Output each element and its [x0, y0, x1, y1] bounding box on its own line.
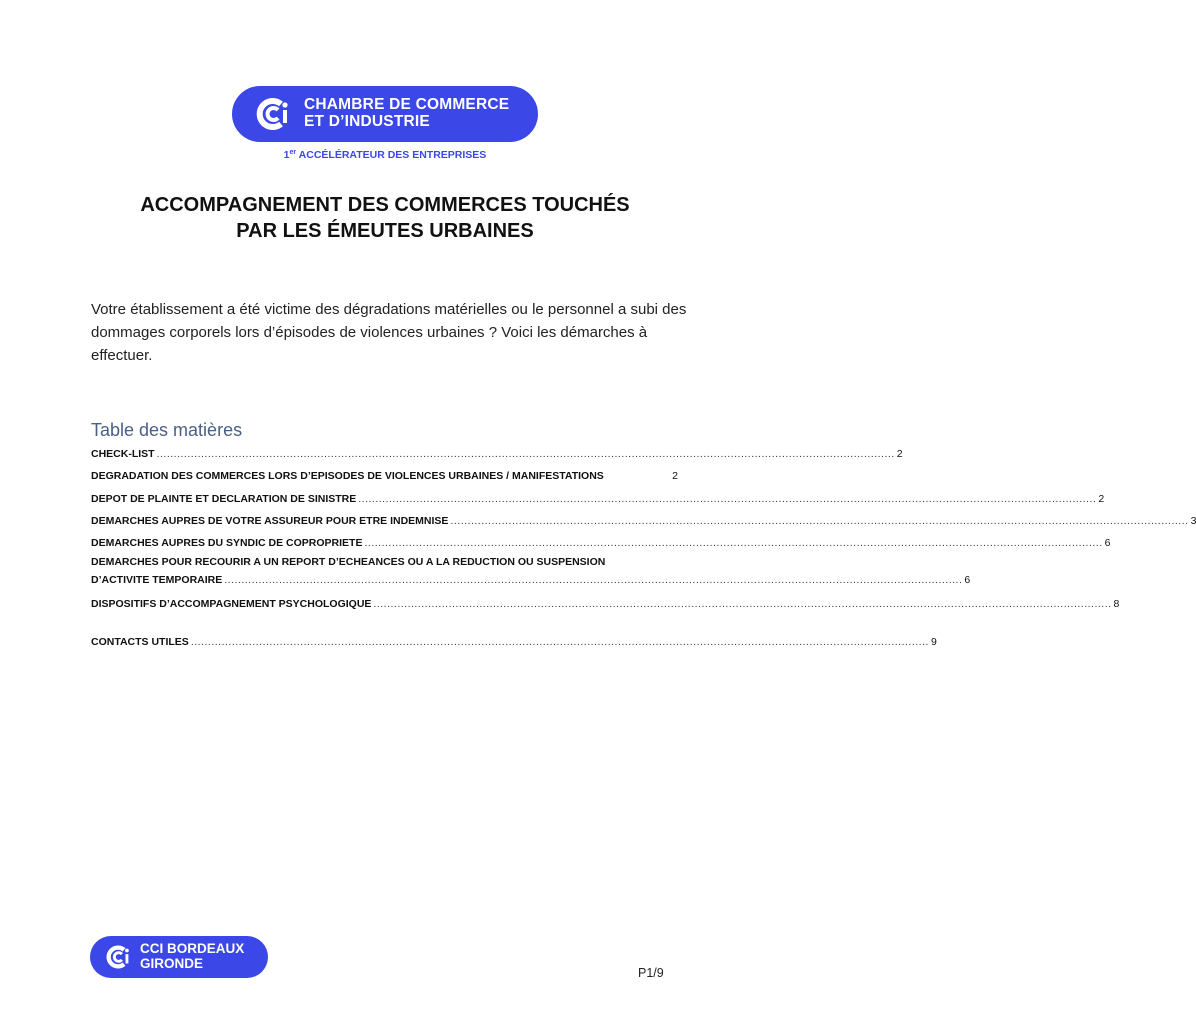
title-line-1: ACCOMPAGNEMENT DES COMMERCES TOUCHÉS	[140, 194, 630, 216]
toc-entry-title: DEGRADATION DES COMMERCES LORS D’EPISODES DE VIOLENCES URBAINES / MANIFESTATIONS	[91, 470, 604, 482]
cci-logo-icon	[256, 96, 292, 132]
toc-leader-dots: ........................................................................................................................................................................................................................	[156, 448, 895, 460]
toc-leader-dots: ........................................................................................................................................................................................................................	[373, 598, 1112, 610]
cci-bordeaux-logo-icon	[106, 944, 132, 970]
toc-entry-page: 6	[1104, 537, 1111, 549]
toc-entry-page: 2	[672, 470, 678, 482]
toc-entry-title: DEMARCHES AUPRES DE VOTRE ASSUREUR POUR ETRE INDEMNISE	[91, 515, 449, 527]
toc-entry-page: 2	[1098, 493, 1105, 505]
logo-line-1: CHAMBRE DE COMMERCE	[304, 96, 510, 113]
toc-entry-page: 2	[896, 448, 903, 460]
toc-entry-title: DEMARCHES AUPRES DU SYNDIC DE COPROPRIETE	[91, 537, 363, 549]
toc-entry[interactable]	[91, 491, 1105, 505]
toc-leader-dots: ........................................................................................................................................................................................................................	[450, 515, 1189, 527]
logo-line-2: ET D’INDUSTRIE	[304, 113, 430, 130]
intro-paragraph: Votre établissement a été victime des dégradations matérielles ou le personnel a subi des dommages corporels lors d’épisodes de violences urbaines ? Voici les démarches à effectuer.	[91, 301, 687, 364]
document-title	[60, 192, 710, 244]
toc-entry-title: CHECK-LIST	[91, 448, 155, 460]
toc-entry-title: DISPOSITIFS D’ACCOMPAGNEMENT PSYCHOLOGIQUE	[91, 598, 372, 610]
toc-entry-title: D’ACTIVITE TEMPORAIRE	[91, 574, 223, 586]
toc-entry[interactable]	[91, 535, 1111, 549]
toc-entry-title-line-1: DEMARCHES POUR RECOURIR A UN REPORT D’ECHEANCES OU A LA REDUCTION OU SUSPENSION	[91, 556, 606, 568]
title-line-2: PAR LES ÉMEUTES URBAINES	[236, 220, 534, 242]
cci-logo	[232, 86, 538, 142]
tagline	[0, 149, 770, 161]
toc-entry-page: 9	[930, 636, 937, 648]
cci-logo-text	[304, 96, 509, 130]
toc-entry[interactable]	[91, 468, 678, 482]
toc-leader-dots: ........................................................................................................................................................................................................................	[190, 636, 929, 648]
toc-entry[interactable]	[91, 513, 1196, 527]
toc-entry[interactable]	[91, 556, 971, 586]
tagline-text: ACCÉLÉRATEUR DES ENTREPRISES	[296, 149, 487, 161]
toc-entry[interactable]	[91, 596, 1120, 610]
toc-heading: Table des matières	[91, 420, 243, 440]
tagline-prefix: 1	[283, 149, 290, 161]
toc-entry-title: CONTACTS UTILES	[91, 636, 189, 648]
toc-leader-dots: ........................................................................................................................................................................................................................	[358, 493, 1097, 505]
tagline-superscript: er	[289, 149, 297, 156]
cci-bordeaux-logo	[90, 936, 268, 978]
toc-entry[interactable]	[91, 634, 937, 648]
toc-entry-page: 8	[1113, 598, 1120, 610]
cci-bordeaux-logo-text	[140, 942, 244, 971]
footer-logo-line-2: GIRONDE	[140, 955, 204, 971]
toc-entry-title: DEPOT DE PLAINTE ET DECLARATION DE SINISTRE	[91, 493, 357, 505]
page-indicator: P1/9	[638, 966, 664, 980]
toc-entry-page: 3	[1190, 515, 1196, 527]
toc-leader-dots: ........................................................................................................................................................................................................................	[224, 574, 963, 586]
toc-entry[interactable]	[91, 446, 903, 460]
toc-leader-dots: ........................................................................................................................................................................................................................	[364, 537, 1103, 549]
toc-entry-page: 6	[964, 574, 971, 586]
footer-logo-line-1: CCI BORDEAUX	[140, 941, 245, 956]
